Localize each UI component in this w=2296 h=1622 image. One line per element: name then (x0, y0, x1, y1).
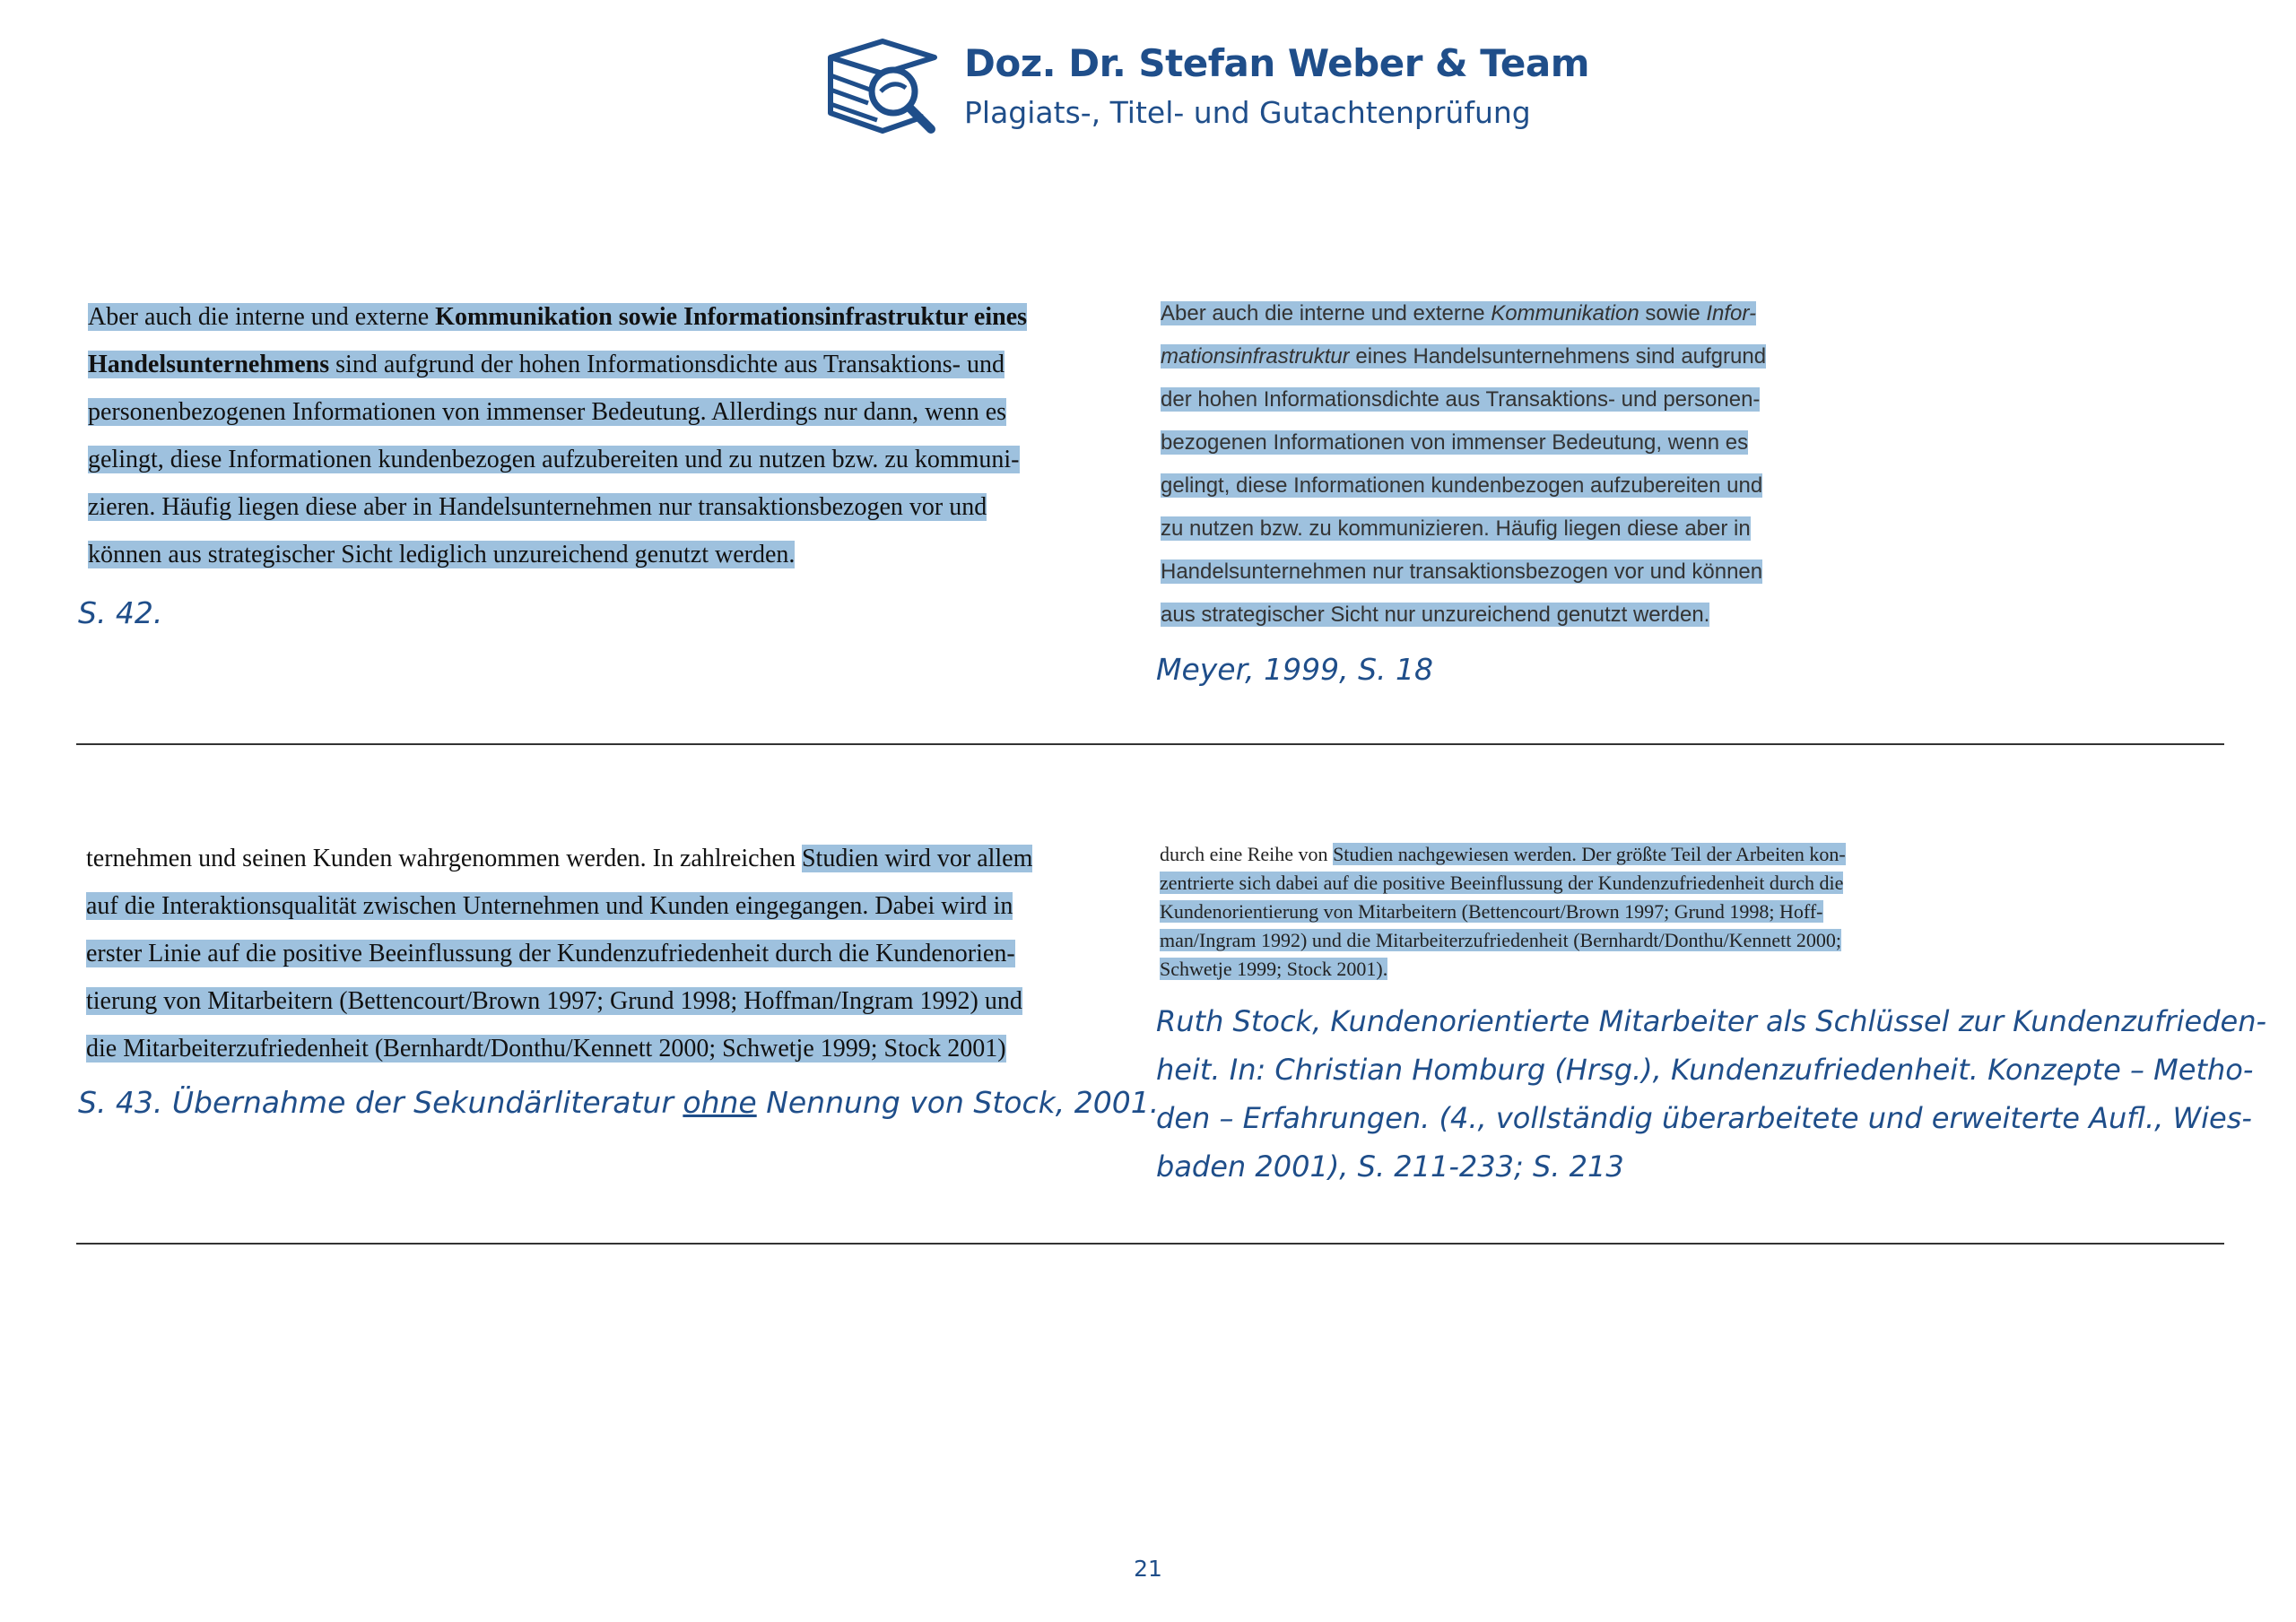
scan-line (1161, 430, 1748, 455)
source-caption-right-2 (1156, 1004, 2267, 1201)
scan-excerpt-right-1 (1161, 301, 1860, 642)
scan-text: zu nutzen bzw. zu kommunizieren. Häufig liegen diese aber in (1161, 516, 1751, 541)
scan-text: Schwetje 1999; Stock 2001). (1160, 958, 1388, 980)
scan-text: Aber auch die interne und externe (88, 303, 436, 331)
scan-text: man/Ingram 1992) und die Mitarbeiterzufriedenheit (Bernhardt/Donthu/Kennett 2000; (1160, 929, 1841, 951)
scan-text: personenbezogenen Informationen von immenser Bedeutung. Allerdings nur dann, wenn es (88, 398, 1007, 426)
scan-text: auf die Interaktionsqualität zwischen Unternehmen und Kunden eingegangen. Dabei wird in (86, 892, 1013, 920)
scan-excerpt-right-2 (1160, 843, 2057, 986)
scan-text: Handelsunternehmen nur transaktionsbezogen vor und können (1161, 559, 1763, 584)
book-magnifier-icon (825, 38, 940, 134)
scan-text: die Mitarbeiterzufriedenheit (Bernhardt/Donthu/Kennett 2000; Schwetje 1999; Stock 2001) (86, 1035, 1006, 1063)
scan-text-bold: Handelsunternehmens (88, 351, 330, 378)
section-divider (76, 1243, 2224, 1245)
scan-line (1160, 900, 1823, 924)
caption-emphasis: ohne (683, 1085, 757, 1120)
scan-line (86, 845, 1032, 873)
page-number: 21 (1134, 1556, 1162, 1582)
scan-excerpt-left-2 (86, 845, 1126, 1087)
scan-text-bold: Kommunikation sowie Informationsinfrastruktur eines (435, 303, 1028, 331)
scan-line (86, 940, 1015, 968)
caption-line: den – Erfahrungen. (4., vollständig überarbeitete und erweiterte Aufl., Wies- (1156, 1101, 2252, 1135)
scan-text: zentrierte sich dabei auf die positive Beeinflussung der Kundenzufriedenheit durch die (1160, 872, 1844, 894)
scan-excerpt-left-1 (88, 303, 1119, 581)
scan-text: tierung von Mitarbeitern (Bettencourt/Brown 1997; Grund 1998; Hoffman/Ingram 1992) und (86, 987, 1022, 1015)
scan-line (88, 446, 1020, 474)
scan-text: können aus strategischer Sicht lediglich unzureichend genutzt werden. (88, 541, 796, 568)
scan-line (1160, 929, 1841, 952)
scan-line (1161, 559, 1762, 585)
scan-text: der hohen Informationsdichte aus Transaktions- und personen- (1161, 387, 1761, 412)
scan-line (88, 351, 1004, 379)
brand-title: Doz. Dr. Stefan Weber & Team (964, 41, 1589, 85)
scan-line (86, 987, 1022, 1016)
scan-text: durch eine Reihe von (1160, 843, 1334, 865)
scan-text: eines Handelsunternehmens sind aufgrund (1349, 344, 1767, 369)
scan-text: gelingt, diese Informationen kundenbezogen aufzubereiten und zu nutzen bzw. zu kommuni- (88, 446, 1020, 473)
scan-text: Studien wird vor allem (801, 845, 1033, 872)
scan-text-italic: mationsinfrastruktur (1161, 344, 1350, 369)
scan-line (1161, 344, 1766, 369)
scan-line (1160, 843, 1846, 866)
scan-line (88, 303, 1027, 332)
page-header (825, 34, 1589, 142)
scan-text: erster Linie auf die positive Beeinflussung der Kundenzufriedenheit durch die Kundenorien- (86, 940, 1015, 967)
scan-text: aufgrund der hohen Informationsdichte aus Transaktions- und (383, 351, 1004, 378)
scan-text: sind (329, 351, 384, 378)
scan-line (1161, 603, 1709, 628)
scan-line (1161, 387, 1760, 412)
source-caption-left-1: S. 42. (78, 595, 163, 630)
scan-line (86, 892, 1013, 921)
scan-line (1161, 516, 1751, 542)
scan-text: Kundenorientierung von Mitarbeitern (Bettencourt/Brown 1997; Grund 1998; Hoff- (1160, 900, 1823, 923)
brand-subtitle: Plagiats-, Titel- und Gutachtenprüfung (964, 95, 1531, 130)
caption-line: baden 2001), S. 211-233; S. 213 (1156, 1149, 1624, 1184)
scan-text: zieren. Häufig liegen diese aber in Handelsunternehmen nur transaktionsbezogen vor und (88, 493, 987, 521)
scan-line (1161, 301, 1756, 326)
caption-text: S. 43. Übernahme der Sekundärliteratur (78, 1085, 683, 1120)
scan-line (1160, 958, 1387, 981)
scan-line (88, 493, 987, 522)
caption-line: Ruth Stock, Kundenorientierte Mitarbeiter als Schlüssel zur Kundenzufrieden- (1156, 1004, 2267, 1038)
scan-text: Aber auch die interne und externe (1161, 301, 1492, 325)
scan-line (88, 398, 1006, 427)
scan-text-italic: Infor- (1706, 301, 1756, 325)
scan-text: sowie (1639, 301, 1707, 325)
scan-text: Studien nachgewiesen werden. Der größte Teil der Arbeiten kon- (1333, 843, 1846, 865)
source-caption-right-1: Meyer, 1999, S. 18 (1156, 652, 1434, 687)
scan-text: aus strategischer Sicht nur unzureichend genutzt werden. (1161, 603, 1710, 627)
scan-line (88, 541, 795, 569)
scan-text-italic: Kommunikation (1491, 301, 1639, 325)
scan-line (1160, 872, 1843, 895)
scan-text: ternehmen und seinen Kunden wahrgenommen werden. In zahlreichen (86, 845, 802, 872)
scan-text: bezogenen Informationen von immenser Bedeutung, wenn es (1161, 430, 1749, 455)
scan-line (86, 1035, 1006, 1063)
scan-line (1161, 473, 1762, 499)
section-divider (76, 743, 2224, 745)
caption-line: heit. In: Christian Homburg (Hrsg.), Kundenzufriedenheit. Konzepte – Metho- (1156, 1053, 2254, 1087)
caption-text: Nennung von Stock, 2001. (756, 1085, 1160, 1120)
source-caption-left-2 (78, 1085, 1159, 1120)
scan-text: gelingt, diese Informationen kundenbezogen aufzubereiten und (1161, 473, 1763, 498)
